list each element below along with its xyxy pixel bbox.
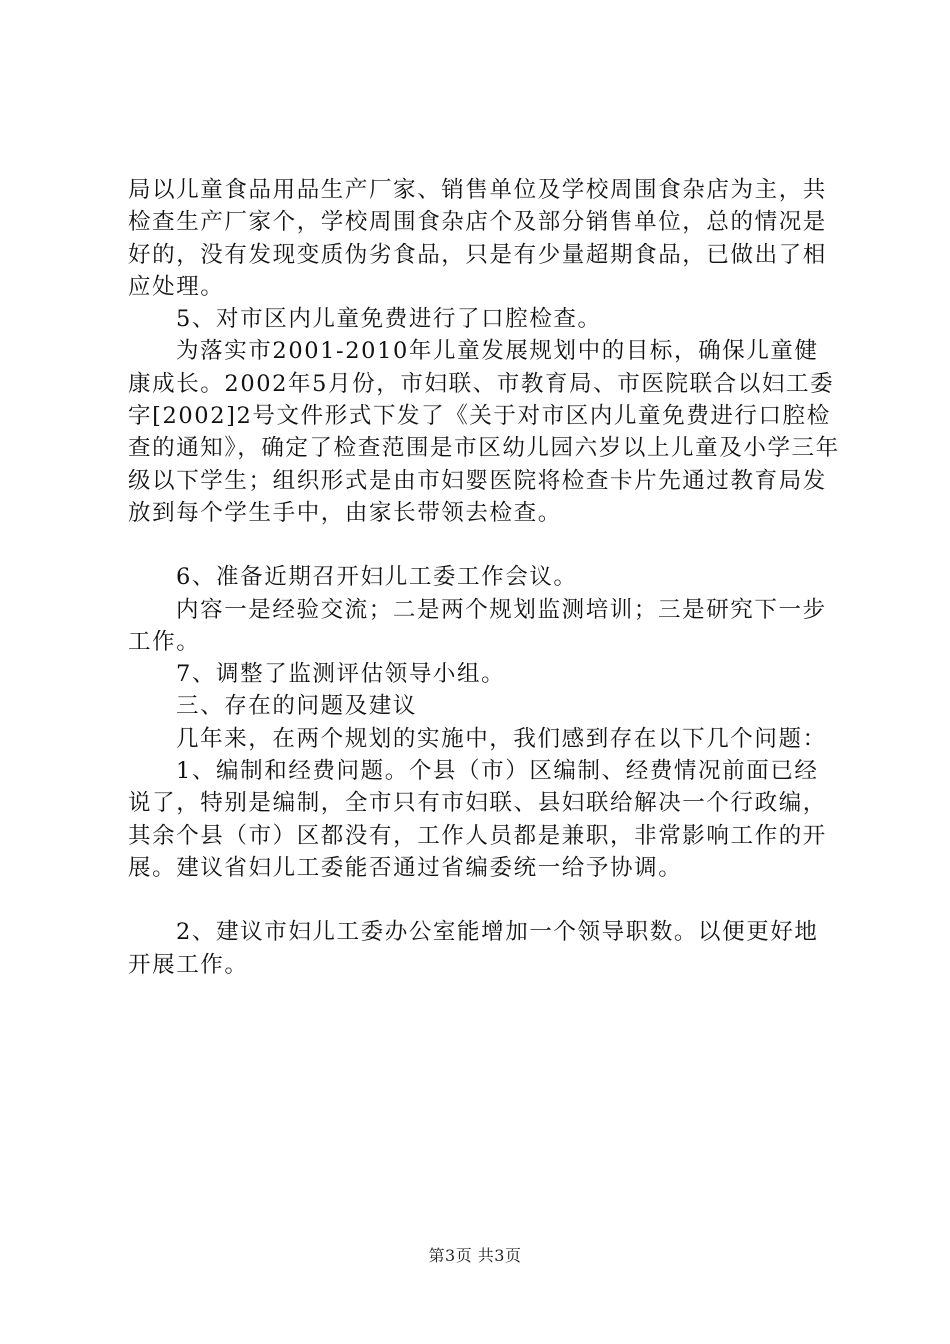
section-heading-problems: 三、存在的问题及建议 [176,693,418,720]
paragraph-item-6: 6、准备近期召开妇儿工委工作会议。 [176,564,578,591]
paragraph-problem-2: 2、建议市妇儿工委办公室能增加一个领导职数。以便更好地开展工作。 [128,919,819,978]
paragraph-item-7: 7、调整了监测评估领导小组。 [176,661,506,688]
paragraph-food-inspection: 局以儿童食品用品生产厂家、销售单位及学校周围食杂店为主，共检查生产厂家个，学校周围食杂店个及部分销售单位，总的情况是好的，没有发现变质伪劣食品，只是有少量超期食品，已做出了相应处理。 [128,177,827,300]
paragraph-problems-intro: 几年来，在两个规划的实施中，我们感到存在以下几个问题： [176,725,827,752]
page-number-footer: 第3页 共3页 [428,1246,522,1265]
paragraph-oral-exam: 为落实市2001-2010年儿童发展规划中的目标，确保儿童健康成长。2002年5月份，市妇联、市教育局、市医院联合以妇工委字[2002]2号文件形式下发了《关于对市区内儿童免费进行口腔检查的通知》，确定了检查范围是市区幼儿园六岁以上儿童及小学三年级以下学生；组织形式是由市妇婴医院将检查卡片先通过教育局发放到每个学生手中，由家长带领去检查。 [128,338,840,526]
paragraph-meeting-content: 内容一是经验交流；二是两个规划监测培训；三是研究下一步工作。 [128,596,827,655]
document-body [128,174,840,981]
paragraph-item-5: 5、对市区内儿童免费进行了口腔检查。 [176,306,602,333]
paragraph-problem-1: 1、编制和经费问题。个县（市）区编制、经费情况前面已经说了，特别是编制，全市只有市妇联、县妇联给解决一个行政编，其余个县（市）区都没有，工作人员都是兼职，非常影响工作的开展。建议省妇儿工委能否通过省编委统一给予协调。 [128,758,827,881]
